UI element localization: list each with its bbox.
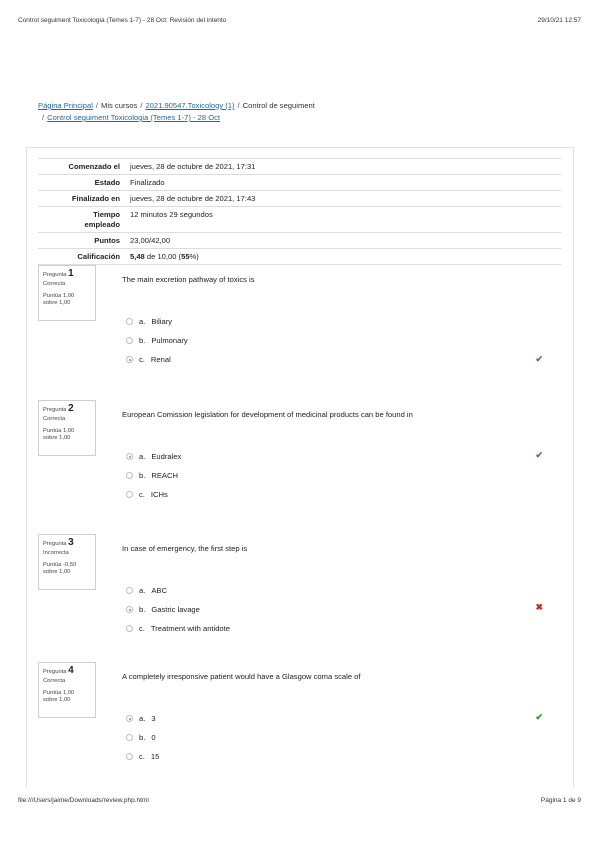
question-grade: Puntúa 1,00 bbox=[43, 428, 75, 434]
question-number: 1 bbox=[68, 268, 74, 279]
summary-row-grade bbox=[38, 249, 561, 265]
answer-option[interactable] bbox=[126, 490, 181, 509]
answer-option[interactable] bbox=[126, 452, 181, 471]
question-number: 4 bbox=[68, 665, 74, 676]
breadcrumb-separator: / bbox=[42, 113, 45, 122]
answer-list bbox=[126, 452, 181, 509]
grade-tail: %) bbox=[189, 252, 199, 261]
print-header bbox=[18, 17, 581, 27]
answer-option[interactable] bbox=[126, 733, 159, 752]
breadcrumb bbox=[38, 100, 518, 124]
radio-button[interactable] bbox=[126, 715, 133, 722]
answer-letter: b. bbox=[139, 605, 146, 614]
question-text: European Comission legislation for development of medicinal products can be found in bbox=[122, 410, 413, 419]
answer-text: Eudralex bbox=[151, 452, 182, 461]
question-state: Correcta bbox=[43, 416, 66, 422]
radio-button[interactable] bbox=[126, 587, 133, 594]
answer-letter: c. bbox=[139, 624, 145, 633]
question-state: Correcta bbox=[43, 281, 66, 287]
answer-text: Treatment with antidote bbox=[150, 624, 230, 633]
radio-button[interactable] bbox=[126, 625, 133, 632]
answer-option[interactable] bbox=[126, 336, 188, 355]
question-prefix: Pregunta bbox=[43, 407, 67, 413]
answer-letter: b. bbox=[139, 733, 146, 742]
breadcrumb-courses: Mis cursos bbox=[101, 101, 138, 110]
print-header-datetime: 29/10/21 12:57 bbox=[537, 17, 581, 24]
answer-letter: c. bbox=[139, 752, 145, 761]
question-grade-max: sobre 1,00 bbox=[43, 569, 71, 575]
answer-letter: b. bbox=[139, 336, 146, 345]
question-info bbox=[38, 265, 96, 321]
summary-label: Finalizado en bbox=[71, 194, 120, 203]
summary-row-time bbox=[38, 207, 561, 233]
result-check-icon: ✔ bbox=[535, 712, 543, 722]
question-info bbox=[38, 534, 96, 590]
summary-label: Calificación bbox=[77, 252, 120, 261]
summary-label: Puntos bbox=[94, 236, 120, 245]
question-grade-max: sobre 1,00 bbox=[43, 300, 71, 306]
question-info bbox=[38, 662, 96, 718]
breadcrumb-separator: / bbox=[140, 101, 143, 110]
question-grade: Puntúa 1,00 bbox=[43, 690, 75, 696]
summary-row-state bbox=[38, 175, 561, 191]
answer-option[interactable] bbox=[126, 317, 188, 336]
question-text: In case of emergency, the first step is bbox=[122, 544, 248, 553]
answer-text: Biliary bbox=[151, 317, 173, 326]
answer-text: 0 bbox=[151, 733, 156, 742]
question-number: 2 bbox=[68, 403, 74, 414]
radio-button[interactable] bbox=[126, 318, 133, 325]
answer-option[interactable] bbox=[126, 355, 188, 374]
result-check-icon: ✔ bbox=[535, 450, 543, 460]
answer-text: Pulmonary bbox=[151, 336, 188, 345]
question-text: The main excretion pathway of toxics is bbox=[122, 275, 255, 284]
radio-button[interactable] bbox=[126, 472, 133, 479]
grade-score: 5,48 bbox=[130, 252, 145, 261]
result-check-icon: ✔ bbox=[535, 354, 543, 364]
question-grade: Puntúa -0,50 bbox=[43, 562, 77, 568]
radio-button[interactable] bbox=[126, 491, 133, 498]
radio-button[interactable] bbox=[126, 337, 133, 344]
summary-label: Estado bbox=[94, 178, 120, 187]
question-prefix: Pregunta bbox=[43, 541, 67, 547]
answer-text: Gastric lavage bbox=[151, 605, 200, 614]
answer-letter: a. bbox=[139, 586, 146, 595]
grade-of: de 10,00 ( bbox=[144, 252, 182, 261]
breadcrumb-quiz-link[interactable]: Control seguiment Toxicologia (Temes 1-7) - 28 Oct bbox=[47, 113, 221, 122]
answer-option[interactable] bbox=[126, 752, 159, 771]
print-header-title: Control seguiment Toxicologia (Temes 1-7) - 28 Oct: Revisión del intento bbox=[18, 17, 227, 24]
radio-button[interactable] bbox=[126, 753, 133, 760]
question-number: 3 bbox=[68, 537, 74, 548]
answer-letter: c. bbox=[139, 490, 145, 499]
answer-option[interactable] bbox=[126, 714, 159, 733]
question-prefix: Pregunta bbox=[43, 669, 67, 675]
breadcrumb-home-link[interactable]: Página Principal bbox=[38, 101, 93, 110]
answer-text: ABC bbox=[151, 586, 167, 595]
print-footer-page-number: Página 1 de 9 bbox=[540, 797, 581, 804]
answer-text: REACH bbox=[151, 471, 178, 480]
question-info bbox=[38, 400, 96, 456]
answer-option[interactable] bbox=[126, 586, 230, 605]
summary-value: jueves, 28 de octubre de 2021, 17:31 bbox=[130, 162, 256, 171]
summary-label-line: empleado bbox=[84, 220, 120, 229]
summary-value: jueves, 28 de octubre de 2021, 17:43 bbox=[130, 194, 256, 203]
print-footer-url: file:///Users/jaime/Downloads/review.php.html bbox=[18, 797, 149, 804]
breadcrumb-course-link[interactable]: 2021.90547.Toxicology (1) bbox=[145, 101, 235, 110]
radio-button[interactable] bbox=[126, 734, 133, 741]
summary-row-points bbox=[38, 233, 561, 249]
question-text: A completely irresponsive patient would have a Glasgow coma scale of bbox=[122, 672, 361, 681]
summary-row-finished bbox=[38, 191, 561, 207]
summary-label bbox=[38, 207, 126, 233]
radio-button[interactable] bbox=[126, 356, 133, 363]
summary-label: Comenzado el bbox=[68, 162, 120, 171]
answer-option[interactable] bbox=[126, 471, 181, 490]
answer-option[interactable] bbox=[126, 624, 230, 643]
question-grade-max: sobre 1,00 bbox=[43, 697, 71, 703]
answer-text: 3 bbox=[151, 714, 156, 723]
answer-letter: b. bbox=[139, 471, 146, 480]
summary-row-started bbox=[38, 159, 561, 175]
grade-percent: 55 bbox=[181, 252, 190, 261]
radio-button[interactable] bbox=[126, 606, 133, 613]
attempt-summary-table bbox=[38, 158, 561, 265]
question-state: Incorrecta bbox=[43, 550, 69, 556]
summary-value: Finalizado bbox=[130, 178, 165, 187]
summary-value: 23,00/42,00 bbox=[130, 236, 171, 245]
answer-letter: c. bbox=[139, 355, 145, 364]
question-prefix: Pregunta bbox=[43, 272, 67, 278]
answer-letter: a. bbox=[139, 317, 146, 326]
answer-letter: a. bbox=[139, 452, 146, 461]
answer-list bbox=[126, 586, 230, 643]
summary-label-line: Tiempo bbox=[93, 210, 120, 219]
question-grade: Puntúa 1,00 bbox=[43, 293, 75, 299]
answer-option[interactable] bbox=[126, 605, 230, 624]
summary-value: 12 minutos 29 segundos bbox=[130, 210, 213, 219]
breadcrumb-separator: / bbox=[95, 101, 99, 110]
answer-text: 15 bbox=[150, 752, 160, 761]
answer-letter: a. bbox=[139, 714, 146, 723]
question-grade-max: sobre 1,00 bbox=[43, 435, 71, 441]
question-state: Correcta bbox=[43, 678, 66, 684]
answer-text: ICHs bbox=[150, 490, 168, 499]
summary-value bbox=[126, 249, 561, 265]
answer-text: Renal bbox=[150, 355, 171, 364]
breadcrumb-section: Control de seguiment bbox=[242, 101, 315, 110]
radio-button[interactable] bbox=[126, 453, 133, 460]
breadcrumb-separator: / bbox=[237, 101, 240, 110]
answer-list bbox=[126, 714, 159, 771]
answer-list bbox=[126, 317, 188, 374]
result-cross-icon: ✖ bbox=[535, 602, 543, 612]
